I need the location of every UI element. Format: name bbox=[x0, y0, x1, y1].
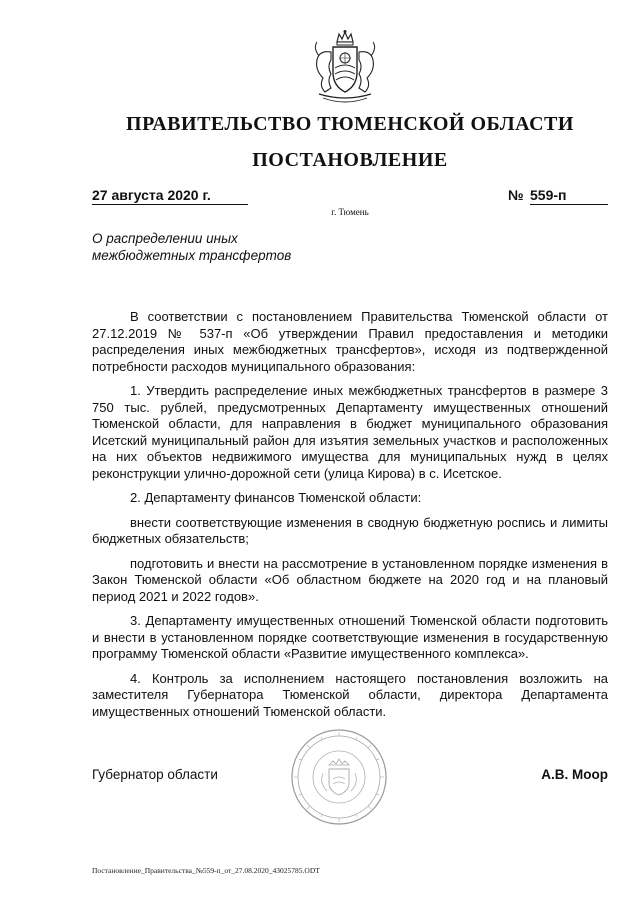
footer-filename: Постановление_Правительства_№559-п_от_27.08.2020_43025785.ODT bbox=[92, 866, 320, 875]
document-body bbox=[92, 309, 608, 728]
document-date: 27 августа 2020 г. bbox=[92, 187, 248, 205]
number-sign: № bbox=[508, 187, 524, 203]
body-paragraph: 4. Контроль за исполнением настоящего постановления возложить на заместителя Губернатора Тюменской области, директора Департамента имущественных отношений Тюменской области. bbox=[92, 670, 608, 719]
organization-title: ПРАВИТЕЛЬСТВО ТЮМЕНСКОЙ ОБЛАСТИ bbox=[126, 113, 574, 135]
body-paragraph: В соответствии с постановлением Правительства Тюменской области от 27.12.2019 № 537-п «Об утверждении Правил предоставления и методики распределения иных межбюджетных трансфертов», исходя из подтвержденной потребности расходов муниципального образования: bbox=[92, 309, 608, 374]
body-paragraph: внести соответствующие изменения в сводную бюджетную роспись и лимиты бюджетных обязательств; bbox=[92, 514, 608, 546]
body-paragraph: 1. Утвердить распределение иных межбюджетных трансфертов в размере 3 750 тыс. рублей, предусмотренных Департаменту имущественных отношений Тюменской области, для направления в бюджет муниципального образования Исетский муниципальный район для изъятия земельных участков и расположенных на них объектов недвижимого имущества для муниципальных нужд в целях реконструкции улично-дорожной сети (улица Кирова) в с. Исетское. bbox=[92, 383, 608, 481]
document-number-block bbox=[508, 187, 608, 204]
body-paragraph: подготовить и внести на рассмотрение в установленном порядке изменения в Закон Тюменской области «Об областном бюджете на 2020 год и на плановый период 2021 и 2022 годов». bbox=[92, 555, 608, 604]
signature-stamp-icon bbox=[289, 727, 389, 827]
coat-of-arms-icon bbox=[305, 28, 385, 104]
signatory-name: А.В. Моор bbox=[541, 767, 608, 782]
city-label: г. Тюмень bbox=[331, 207, 369, 217]
body-paragraph: 3. Департаменту имущественных отношений Тюменской области подготовить и внести в установленном порядке соответствующие изменения в государственную программу Тюменской области «Развитие имущественного комплекса». bbox=[92, 613, 608, 661]
document-number: 559-п bbox=[530, 187, 608, 205]
document-type: ПОСТАНОВЛЕНИЕ bbox=[252, 149, 448, 171]
subject-line: межбюджетных трансфертов bbox=[92, 248, 292, 263]
body-paragraph: 2. Департаменту финансов Тюменской области: bbox=[130, 490, 422, 505]
signatory-title: Губернатор области bbox=[92, 767, 218, 782]
subject-line: О распределении иных bbox=[92, 231, 238, 246]
document-subject bbox=[92, 230, 352, 264]
